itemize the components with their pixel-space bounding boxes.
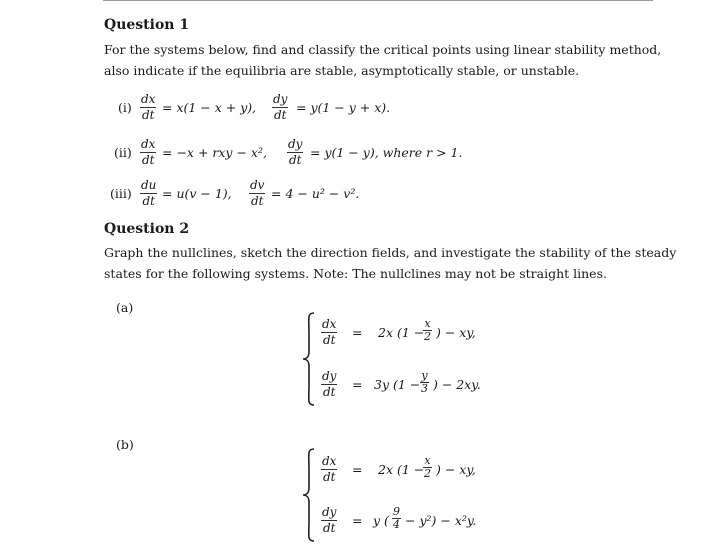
system-label: (i) [118,100,132,115]
question-1-intro-line-2: also indicate if the equilibria are stable, asymptotically stable, or unstable. [104,63,580,78]
question-1-title: Question 1 [104,17,190,33]
derivative-fraction: $\frac{dx}{dt}$ [322,317,337,347]
derivative-fraction: $\frac{dx}{dt}$ [141,137,156,167]
inner-fraction: $\frac{9}{4}$ [393,505,400,531]
rhs-suffix: ) − 2xy. [433,377,481,392]
rhs-prefix: 2x (1 − [378,325,425,340]
derivative-fraction: $\frac{dy}{dt}$ [322,369,337,399]
derivative-fraction: $\frac{dy}{dt}$ [322,505,337,535]
derivative-fraction: $\frac{du}{dt}$ [141,178,157,208]
left-brace [302,312,316,406]
question-2-intro-line-2: states for the following systems. Note: The nullclines may not be straight lines. [104,266,607,281]
rhs-prefix: y ( [373,513,389,528]
inner-fraction: $\frac{x}{2}$ [424,317,431,343]
rhs-1: = u(v − 1), [162,186,232,201]
derivative-fraction: $\frac{dx}{dt}$ [141,92,156,122]
derivative-fraction: $\frac{dv}{dt}$ [250,178,265,208]
rhs-2: = y(1 − y), where r > 1. [310,145,463,160]
left-brace [302,448,316,542]
rhs-2: = y(1 − y + x). [296,100,391,115]
rhs-1: = x(1 − x + y), [162,100,257,115]
rhs-prefix: 2x (1 − [378,462,425,477]
equals-sign: = [352,462,363,477]
derivative-fraction: $\frac{dy}{dt}$ [288,137,303,167]
rhs-suffix: ) − xy, [436,462,476,477]
equals-sign: = [352,325,363,340]
question-1-intro-line-1: For the systems below, find and classify the critical points using linear stability method, [104,42,662,57]
rhs-suffix: − y²) − x²y. [405,513,477,528]
system-label: (ii) [114,145,132,160]
top-rule [103,0,653,1]
derivative-fraction: $\frac{dy}{dt}$ [273,92,288,122]
derivative-fraction: $\frac{dx}{dt}$ [322,454,337,484]
rhs-1: = −x + rxy − x², [162,145,267,160]
question-2-title: Question 2 [104,221,190,237]
inner-fraction: $\frac{y}{3}$ [421,369,428,395]
question-2-intro-line-1: Graph the nullclines, sketch the direction fields, and investigate the stability of the steady [104,245,677,260]
inner-fraction: $\frac{x}{2}$ [424,454,431,480]
part-label: (b) [116,437,134,452]
part-label: (a) [116,300,134,315]
rhs-2: = 4 − u² − v². [271,186,360,201]
equals-sign: = [352,377,363,392]
rhs-prefix: 3y (1 − [374,377,421,392]
system-label: (iii) [110,186,132,201]
equals-sign: = [352,513,363,528]
rhs-suffix: ) − xy, [436,325,476,340]
